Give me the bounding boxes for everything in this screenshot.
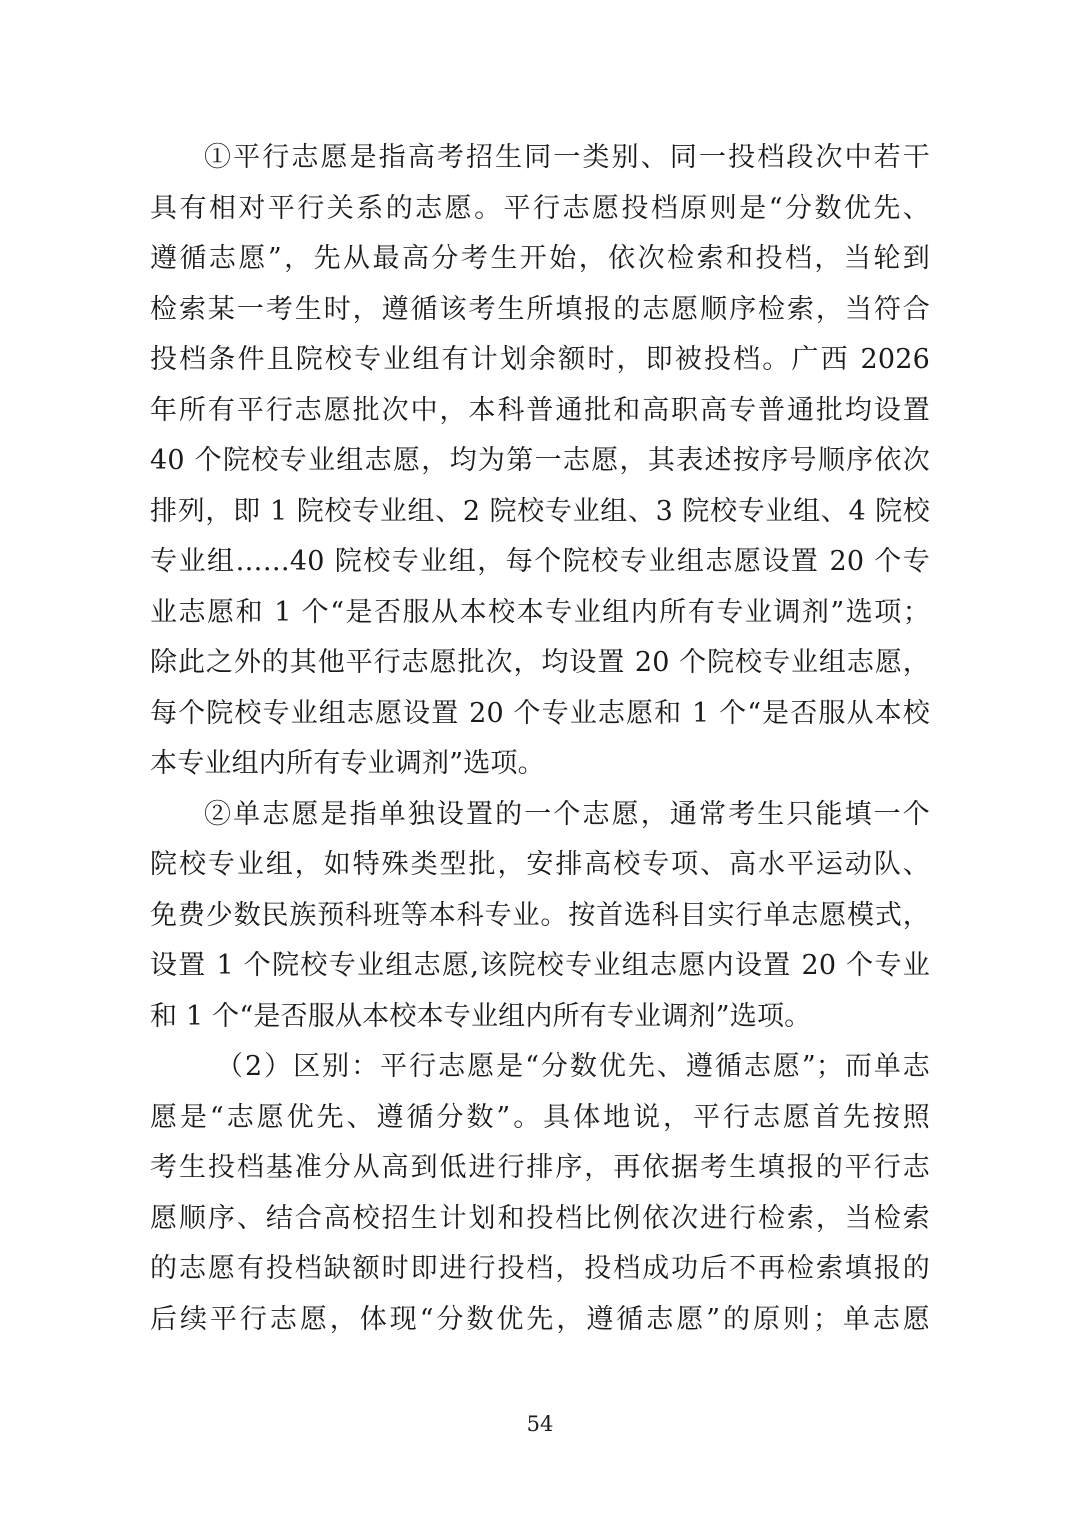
text-line: 免费少数民族预科班等本科专业。按首选科目实行单志愿模式， [150,899,930,931]
text-line: ②单志愿是指单独设置的一个志愿，通常考生只能填一个 [204,798,930,830]
page-number: 54 [526,1412,554,1436]
text-line: 除此之外的其他平行志愿批次，均设置 20 个院校专业组志愿， [150,647,930,678]
paragraph-parallel-volunteer [150,133,930,790]
text-line: 排列，即 1 院校专业组、2 院校专业组、3 院校专业组、4 院校 [150,495,930,527]
paragraph-difference [150,1042,930,1345]
text-line: 本专业组内所有专业调剂”选项。 [150,748,545,779]
text-line: 业志愿和 1 个“是否服从本校本专业组内所有专业调剂”选项； [150,596,930,628]
text-line: 专业组……40 院校专业组，每个院校专业组志愿设置 20 个专 [150,546,930,577]
text-line: 的志愿有投档缺额时即进行投档，投档成功后不再检索填报的 [150,1253,930,1284]
text-line: 考生投档基准分从高到低进行排序，再依据考生填报的平行志 [150,1152,930,1183]
text-line: ①平行志愿是指高考招生同一类别、同一投档段次中若干 [204,142,930,173]
text-line: 每个院校专业组志愿设置 20 个专业志愿和 1 个“是否服从本校 [150,697,930,729]
text-line: 后续平行志愿，体现“分数优先，遵循志愿”的原则；单志愿 [150,1303,930,1335]
text-line: （2）区别：平行志愿是“分数优先、遵循志愿”；而单志 [216,1051,930,1082]
text-line: 年所有平行志愿批次中，本科普通批和高职高专普通批均设置 [150,394,930,426]
text-line: 愿是“志愿优先、遵循分数”。具体地说，平行志愿首先按照 [150,1101,930,1133]
text-line: 投档条件且院校专业组有计划余额时，即被投档。广西 2026 [150,344,930,375]
text-line: 具有相对平行关系的志愿。平行志愿投档原则是“分数优先、 [150,192,930,224]
text-line: 40 个院校专业组志愿，均为第一志愿，其表述按序号顺序依次 [150,445,930,476]
body-text [150,133,930,1345]
text-line: 和 1 个“是否服从本校本专业组内所有专业调剂”选项。 [150,1000,812,1032]
text-line: 愿顺序、结合高校招生计划和投档比例依次进行检索，当检索 [150,1202,930,1234]
text-line: 检索某一考生时，遵循该考生所填报的志愿顺序检索，当符合 [150,293,930,325]
paragraph-single-volunteer [150,790,930,1043]
text-line: 遵循志愿”，先从最高分考生开始，依次检索和投档，当轮到 [150,243,930,274]
text-line: 院校专业组，如特殊类型批，安排高校专项、高水平运动队、 [150,849,930,880]
text-line: 设置 1 个院校专业组志愿,该院校专业组志愿内设置 20 个专业 [150,950,930,981]
